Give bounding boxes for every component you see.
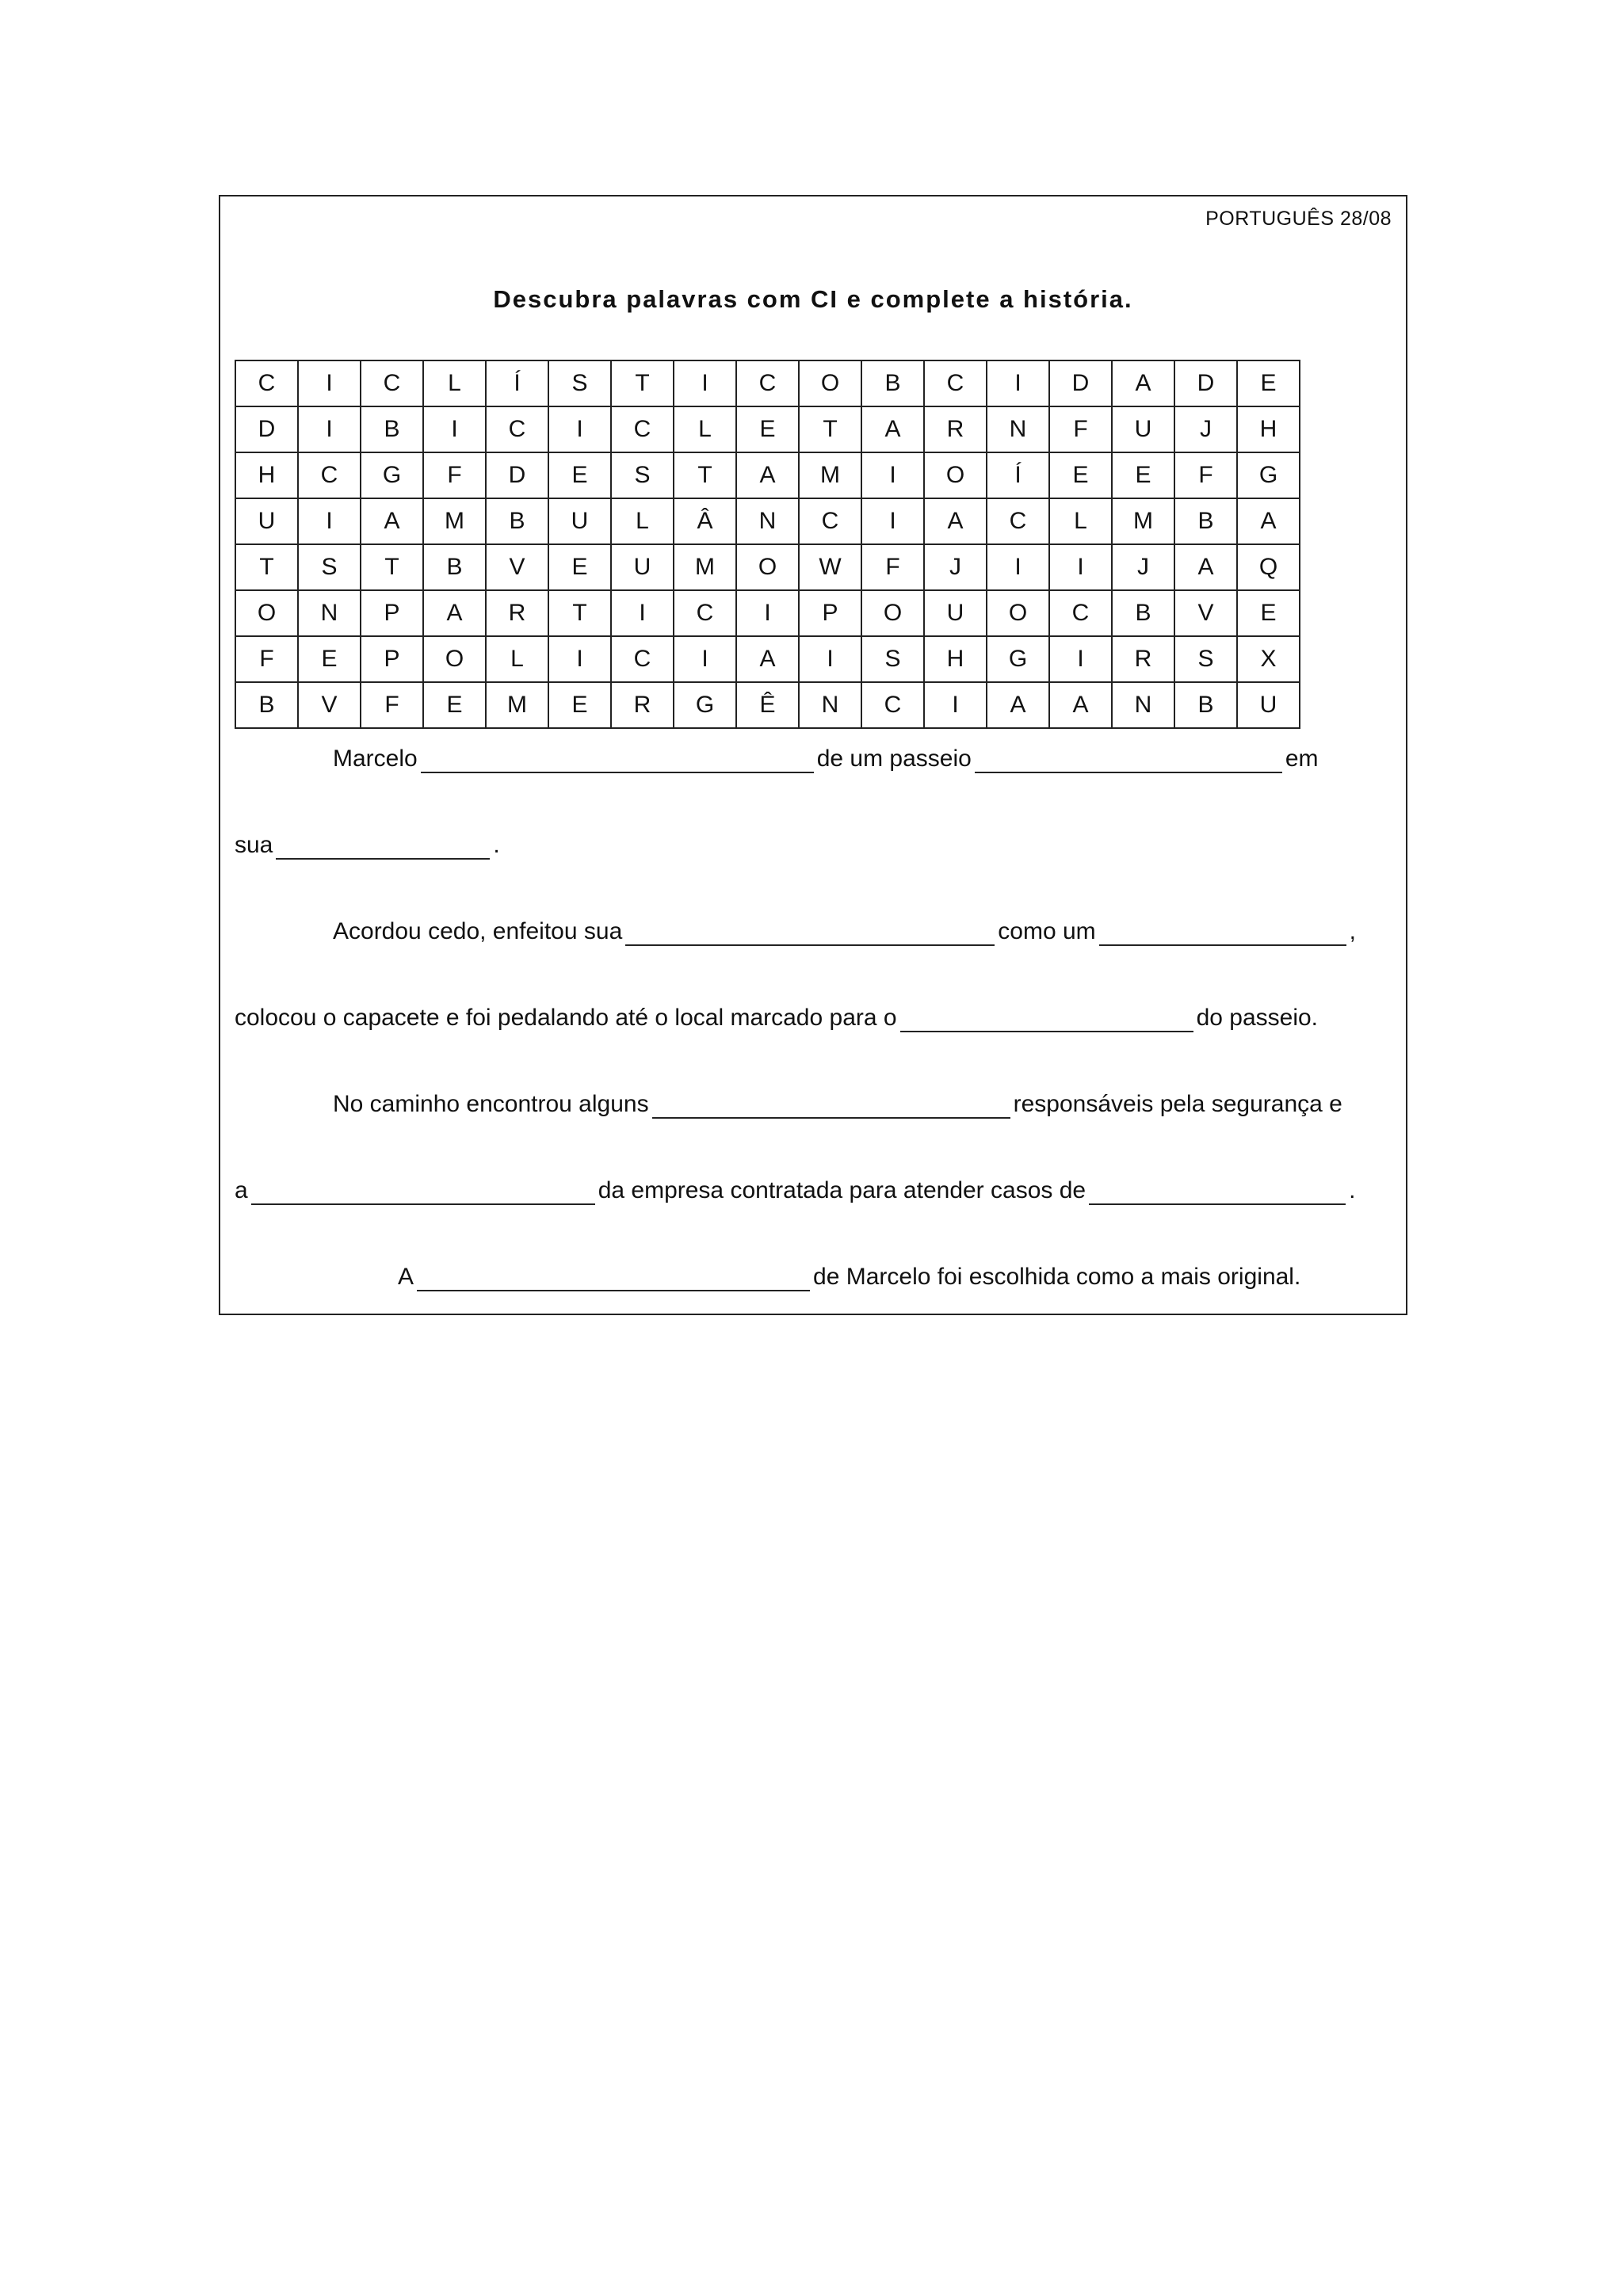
grid-letter-cell[interactable]: R <box>1112 636 1174 682</box>
grid-letter-cell[interactable]: N <box>987 406 1049 452</box>
grid-letter-cell[interactable]: O <box>423 636 486 682</box>
grid-letter-cell[interactable]: G <box>987 636 1049 682</box>
grid-letter-cell[interactable]: D <box>1174 360 1237 406</box>
grid-letter-cell[interactable]: S <box>861 636 924 682</box>
grid-letter-cell[interactable]: I <box>736 590 799 636</box>
grid-letter-cell[interactable]: T <box>674 452 736 498</box>
story-text: A <box>398 1264 414 1290</box>
story-text: , <box>1349 918 1356 944</box>
story-text: de um passeio <box>816 746 972 772</box>
grid-letter-cell[interactable]: E <box>1237 360 1300 406</box>
grid-letter-cell[interactable]: C <box>674 590 736 636</box>
grid-letter-cell[interactable]: M <box>486 682 548 728</box>
grid-letter-cell[interactable]: I <box>423 406 486 452</box>
grid-letter-cell[interactable]: Ê <box>736 682 799 728</box>
grid-letter-cell[interactable]: S <box>548 360 611 406</box>
grid-letter-cell[interactable]: T <box>799 406 861 452</box>
grid-letter-cell[interactable]: I <box>298 498 361 544</box>
grid-letter-cell[interactable]: M <box>674 544 736 590</box>
grid-letter-cell[interactable]: O <box>235 590 298 636</box>
grid-letter-cell[interactable]: E <box>1237 590 1300 636</box>
blank-adjective-input[interactable] <box>975 746 1282 773</box>
blank-police-input[interactable] <box>652 1092 1010 1119</box>
grid-letter-cell[interactable]: I <box>1049 544 1112 590</box>
grid-letter-cell[interactable]: U <box>548 498 611 544</box>
grid-letter-cell[interactable]: I <box>861 452 924 498</box>
story-text: responsáveis pela segurança e <box>1013 1091 1342 1117</box>
grid-letter-cell[interactable]: I <box>924 682 987 728</box>
story-line-7 <box>235 1261 1555 1293</box>
grid-letter-cell[interactable]: G <box>674 682 736 728</box>
grid-letter-cell[interactable]: A <box>924 498 987 544</box>
grid-letter-cell[interactable]: M <box>423 498 486 544</box>
grid-letter-cell[interactable]: U <box>611 544 674 590</box>
grid-letter-cell[interactable]: O <box>861 590 924 636</box>
grid-letter-cell[interactable]: C <box>736 360 799 406</box>
grid-letter-cell[interactable]: T <box>611 360 674 406</box>
blank-bicycle-input[interactable] <box>625 919 995 946</box>
grid-letter-cell[interactable]: O <box>799 360 861 406</box>
grid-letter-cell[interactable]: L <box>611 498 674 544</box>
grid-letter-cell[interactable]: J <box>1174 406 1237 452</box>
grid-letter-cell[interactable]: C <box>611 636 674 682</box>
grid-letter-cell[interactable]: D <box>486 452 548 498</box>
grid-letter-cell[interactable]: R <box>486 590 548 636</box>
grid-letter-cell[interactable]: U <box>1112 406 1174 452</box>
grid-letter-cell[interactable]: B <box>861 360 924 406</box>
story-text: de Marcelo foi escolhida como a mais original. <box>813 1264 1301 1290</box>
grid-letter-cell[interactable]: I <box>548 406 611 452</box>
grid-letter-cell[interactable]: L <box>1049 498 1112 544</box>
story-text: No caminho encontrou alguns <box>333 1091 649 1117</box>
grid-row <box>235 544 1300 590</box>
grid-letter-cell[interactable]: D <box>235 406 298 452</box>
story-text: a <box>235 1177 248 1203</box>
grid-letter-cell[interactable]: S <box>1174 636 1237 682</box>
grid-letter-cell[interactable]: N <box>799 682 861 728</box>
story-text: em <box>1285 746 1319 772</box>
grid-letter-cell[interactable]: U <box>1237 682 1300 728</box>
grid-letter-cell[interactable]: C <box>361 360 423 406</box>
subject-date-label: PORTUGUÊS 28/08 <box>1205 208 1392 230</box>
grid-letter-cell[interactable]: H <box>1237 406 1300 452</box>
grid-letter-cell[interactable]: Q <box>1237 544 1300 590</box>
blank-ambulance-input[interactable] <box>251 1178 595 1205</box>
grid-letter-cell[interactable]: O <box>987 590 1049 636</box>
grid-letter-cell[interactable]: I <box>861 498 924 544</box>
grid-letter-cell[interactable]: I <box>674 360 736 406</box>
story-text: do passeio. <box>1196 1005 1319 1031</box>
grid-letter-cell[interactable]: F <box>1174 452 1237 498</box>
grid-letter-cell[interactable]: Í <box>987 452 1049 498</box>
grid-letter-cell[interactable]: V <box>298 682 361 728</box>
grid-letter-cell[interactable]: T <box>361 544 423 590</box>
grid-letter-cell[interactable]: E <box>548 682 611 728</box>
grid-letter-cell[interactable]: M <box>1112 498 1174 544</box>
grid-letter-cell[interactable]: F <box>861 544 924 590</box>
grid-letter-cell[interactable]: I <box>1049 636 1112 682</box>
grid-letter-cell[interactable]: O <box>924 452 987 498</box>
grid-letter-cell[interactable]: O <box>736 544 799 590</box>
grid-letter-cell[interactable]: B <box>486 498 548 544</box>
grid-letter-cell[interactable]: C <box>861 682 924 728</box>
grid-letter-cell[interactable]: I <box>987 544 1049 590</box>
grid-letter-cell[interactable]: W <box>799 544 861 590</box>
story-line-5 <box>235 1089 1490 1120</box>
grid-letter-cell[interactable]: C <box>1049 590 1112 636</box>
grid-letter-cell[interactable]: H <box>924 636 987 682</box>
blank-start-input[interactable] <box>900 1005 1193 1032</box>
grid-letter-cell[interactable]: B <box>235 682 298 728</box>
grid-letter-cell[interactable]: H <box>235 452 298 498</box>
grid-letter-cell[interactable]: A <box>1174 544 1237 590</box>
grid-letter-cell[interactable]: I <box>674 636 736 682</box>
story-text: Acordou cedo, enfeitou sua <box>333 918 623 944</box>
grid-letter-cell[interactable]: R <box>924 406 987 452</box>
grid-letter-cell[interactable]: P <box>799 590 861 636</box>
grid-row <box>235 360 1300 406</box>
blank-verb-input[interactable] <box>421 746 814 773</box>
grid-letter-cell[interactable]: I <box>298 360 361 406</box>
grid-letter-cell[interactable]: E <box>548 452 611 498</box>
grid-row <box>235 406 1300 452</box>
grid-letter-cell[interactable]: T <box>235 544 298 590</box>
grid-letter-cell[interactable]: Í <box>486 360 548 406</box>
grid-letter-cell[interactable]: L <box>423 360 486 406</box>
grid-letter-cell[interactable]: I <box>799 636 861 682</box>
grid-letter-cell[interactable]: C <box>298 452 361 498</box>
grid-letter-cell[interactable]: B <box>1112 590 1174 636</box>
grid-letter-cell[interactable]: B <box>361 406 423 452</box>
grid-letter-cell[interactable]: D <box>1049 360 1112 406</box>
grid-letter-cell[interactable]: R <box>611 682 674 728</box>
grid-letter-cell[interactable]: L <box>674 406 736 452</box>
grid-letter-cell[interactable]: P <box>361 636 423 682</box>
grid-letter-cell[interactable]: B <box>1174 682 1237 728</box>
story-text: como um <box>998 918 1096 944</box>
grid-letter-cell[interactable]: U <box>235 498 298 544</box>
story-text: . <box>1349 1177 1356 1203</box>
grid-letter-cell[interactable]: C <box>799 498 861 544</box>
grid-letter-cell[interactable]: A <box>1112 360 1174 406</box>
page-title: Descubra palavras com CI e complete a história. <box>493 285 1133 313</box>
story-line-4 <box>235 1002 1392 1034</box>
grid-letter-cell[interactable]: T <box>548 590 611 636</box>
worksheet-frame <box>219 195 1407 1315</box>
grid-letter-cell[interactable]: G <box>1237 452 1300 498</box>
grid-letter-cell[interactable]: P <box>361 590 423 636</box>
grid-letter-cell[interactable]: N <box>1112 682 1174 728</box>
grid-letter-cell[interactable]: C <box>987 498 1049 544</box>
grid-letter-cell[interactable]: S <box>298 544 361 590</box>
grid-letter-cell[interactable]: Â <box>674 498 736 544</box>
grid-letter-cell[interactable]: B <box>1174 498 1237 544</box>
story-text: da empresa contratada para atender casos de <box>598 1177 1086 1203</box>
grid-letter-cell[interactable]: E <box>736 406 799 452</box>
blank-cyclist-input[interactable] <box>1099 919 1346 946</box>
grid-row <box>235 682 1300 728</box>
grid-letter-cell[interactable]: A <box>1237 498 1300 544</box>
story-line-6 <box>235 1175 1392 1207</box>
grid-letter-cell[interactable]: A <box>736 636 799 682</box>
grid-letter-cell[interactable]: A <box>423 590 486 636</box>
grid-letter-cell[interactable]: E <box>1049 452 1112 498</box>
grid-letter-cell[interactable]: E <box>423 682 486 728</box>
story-line-2 <box>235 830 1392 861</box>
grid-letter-cell[interactable]: A <box>736 452 799 498</box>
grid-letter-cell[interactable]: E <box>548 544 611 590</box>
grid-letter-cell[interactable]: F <box>235 636 298 682</box>
grid-letter-cell[interactable]: S <box>611 452 674 498</box>
grid-letter-cell[interactable]: N <box>736 498 799 544</box>
grid-letter-cell[interactable]: A <box>861 406 924 452</box>
grid-letter-cell[interactable]: J <box>924 544 987 590</box>
grid-letter-cell[interactable]: C <box>486 406 548 452</box>
grid-letter-cell[interactable]: E <box>1112 452 1174 498</box>
grid-row <box>235 452 1300 498</box>
grid-letter-cell[interactable]: B <box>423 544 486 590</box>
grid-letter-cell[interactable]: N <box>298 590 361 636</box>
grid-letter-cell[interactable]: C <box>924 360 987 406</box>
grid-letter-cell[interactable]: A <box>361 498 423 544</box>
grid-letter-cell[interactable]: C <box>235 360 298 406</box>
grid-letter-cell[interactable]: V <box>1174 590 1237 636</box>
blank-costume-input[interactable] <box>417 1264 810 1291</box>
blank-city-input[interactable] <box>276 833 490 860</box>
grid-letter-cell[interactable]: I <box>548 636 611 682</box>
grid-letter-cell[interactable]: F <box>1049 406 1112 452</box>
grid-letter-cell[interactable]: F <box>423 452 486 498</box>
grid-letter-cell[interactable]: I <box>298 406 361 452</box>
grid-letter-cell[interactable]: M <box>799 452 861 498</box>
story-text: colocou o capacete e foi pedalando até o local marcado para o <box>235 1005 897 1031</box>
grid-letter-cell[interactable]: J <box>1112 544 1174 590</box>
grid-letter-cell[interactable]: L <box>486 636 548 682</box>
blank-emergency-input[interactable] <box>1089 1178 1346 1205</box>
grid-letter-cell[interactable]: I <box>987 360 1049 406</box>
story-line-1 <box>235 743 1490 775</box>
grid-letter-cell[interactable]: F <box>361 682 423 728</box>
grid-letter-cell[interactable]: E <box>298 636 361 682</box>
grid-letter-cell[interactable]: A <box>987 682 1049 728</box>
grid-row <box>235 636 1300 682</box>
grid-letter-cell[interactable]: U <box>924 590 987 636</box>
story-text: Marcelo <box>333 746 418 772</box>
grid-letter-cell[interactable]: I <box>611 590 674 636</box>
grid-letter-cell[interactable]: X <box>1237 636 1300 682</box>
grid-letter-cell[interactable]: A <box>1049 682 1112 728</box>
grid-letter-cell[interactable]: C <box>611 406 674 452</box>
story-line-3 <box>235 916 1490 948</box>
grid-letter-cell[interactable]: V <box>486 544 548 590</box>
grid-row <box>235 498 1300 544</box>
grid-row <box>235 590 1300 636</box>
word-search-grid <box>235 360 1300 729</box>
grid-letter-cell[interactable]: G <box>361 452 423 498</box>
story-text: sua <box>235 832 273 858</box>
story-text: . <box>493 832 500 858</box>
